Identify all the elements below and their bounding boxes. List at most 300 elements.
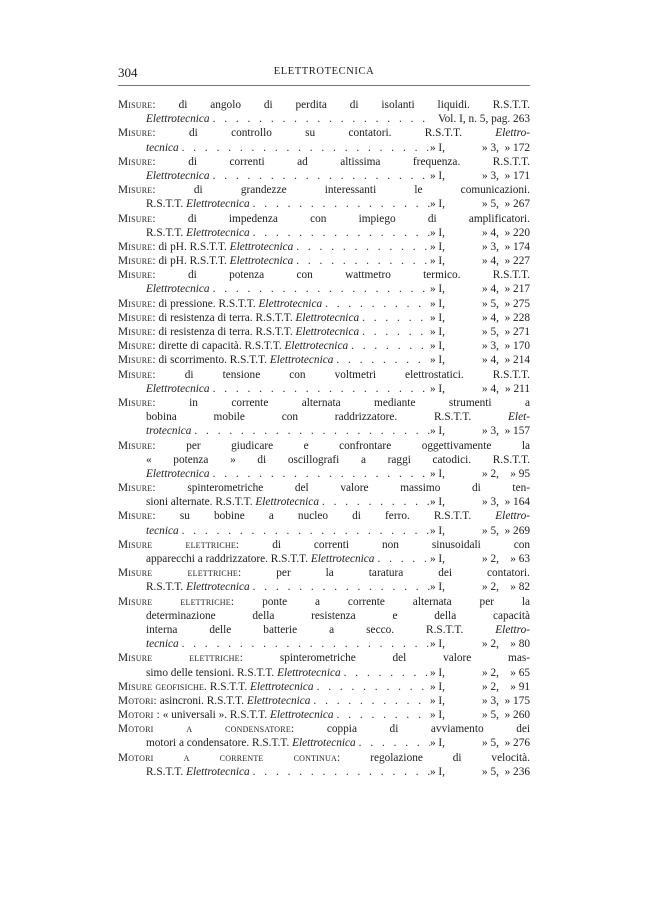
- entry-text: R.S.T.T.: [209, 680, 250, 693]
- volume: » I,: [429, 467, 445, 480]
- entry-last-line: [118, 666, 530, 680]
- page-ref: » 170: [504, 340, 530, 353]
- index-entry: [118, 595, 530, 652]
- index-entry: [118, 694, 530, 708]
- volume: » I,: [429, 638, 445, 651]
- entry-heading: Misure:: [118, 396, 156, 409]
- issue-number: » 2,: [482, 680, 499, 693]
- index-entry: [118, 439, 530, 482]
- entry-reference: [430, 580, 530, 594]
- entry-text: apparecchi a raddrizzatore. R.S.T.T.: [146, 553, 311, 565]
- journal-title: Elettrotecnica: [229, 240, 294, 253]
- index-entry: [118, 311, 530, 325]
- entry-line: [118, 651, 530, 665]
- entry-line: [118, 722, 530, 736]
- dot-leader: [325, 297, 430, 311]
- journal-title: Elettrotecnica: [277, 666, 341, 679]
- entry-heading: Motori:: [118, 694, 157, 707]
- volume: » I,: [429, 283, 445, 296]
- entry-last-line: [118, 197, 530, 211]
- entry-line: [118, 509, 530, 523]
- entry-heading: Misure:: [118, 311, 156, 324]
- entry-reference: [430, 169, 530, 183]
- volume: » I,: [429, 382, 445, 395]
- entry-last-line: [118, 637, 530, 651]
- header-rule: [118, 85, 530, 86]
- journal-title: Elettrotecnica: [186, 226, 250, 239]
- entry-heading: Misure elettriche:: [118, 652, 244, 665]
- page-ref: » 95: [510, 467, 530, 480]
- issue-number: » 3,: [482, 240, 499, 253]
- index-entry: [118, 268, 530, 296]
- volume: » I,: [429, 297, 445, 310]
- dot-leader: [317, 680, 430, 694]
- entry-heading: Misure elettriche:: [118, 538, 240, 551]
- entry-line: [118, 623, 530, 637]
- journal-title: tecnica: [146, 638, 179, 651]
- index-entry: [118, 481, 530, 509]
- volume: » I,: [429, 553, 445, 565]
- entry-heading: Misure:: [118, 155, 156, 168]
- page-ref: » 214: [504, 354, 530, 367]
- entry-line: [118, 183, 530, 197]
- dot-leader: [253, 197, 430, 211]
- issue-number: » 3,: [482, 340, 499, 353]
- entry-reference: [430, 141, 530, 155]
- entry-line: [118, 368, 530, 382]
- entry-text: spinterometriche del valore mas-: [279, 652, 531, 665]
- entry-last-line: [118, 765, 530, 779]
- entry-line: [118, 212, 530, 226]
- entry-heading: Misure geofisiche.: [118, 680, 208, 693]
- page-ref: » 236: [504, 765, 530, 778]
- dot-leader: [322, 495, 430, 509]
- dot-leader: [213, 169, 430, 183]
- issue-number: » 2,: [482, 467, 499, 480]
- index-entry: [118, 368, 530, 396]
- entry-reference: [430, 297, 530, 311]
- dot-leader: [213, 467, 430, 481]
- journal-title: Elettrotecnica: [246, 694, 311, 707]
- volume: » I,: [429, 737, 445, 750]
- issue-number: » 3,: [482, 141, 499, 154]
- volume: » I,: [429, 680, 445, 693]
- journal-title: Elettrotecnica: [146, 169, 210, 182]
- entry-text: asincroni. R.S.T.T.: [159, 694, 247, 707]
- entry-line: [118, 595, 530, 609]
- entry-text: di correnti non sinusoidali con: [272, 538, 531, 551]
- issue-number: » 2,: [482, 666, 499, 679]
- entry-line: [118, 155, 530, 169]
- issue-number: » 5,: [482, 765, 499, 778]
- index-entry: [118, 396, 530, 439]
- journal-title: Elettrotecnica: [292, 737, 356, 750]
- entry-text: motori a condensatore. R.S.T.T.: [146, 737, 293, 750]
- running-title: ELETTROTECNICA: [273, 66, 375, 77]
- page-ref: » 80: [510, 638, 530, 651]
- dot-leader: [296, 254, 430, 268]
- entry-reference: [430, 552, 530, 566]
- entry-reference: [430, 240, 530, 254]
- entry-reference: [430, 339, 530, 353]
- index-entry: [118, 126, 530, 154]
- entry-text: in corrente alternata mediante strumenti a: [189, 396, 530, 409]
- entry-text: « potenza » di oscillografi a raggi catodici. R.S.T.T.: [146, 453, 530, 466]
- dot-leader: [337, 708, 430, 722]
- journal-title: Elettrotecnica: [146, 283, 210, 296]
- dot-leader: [253, 580, 430, 594]
- volume: » I,: [429, 226, 445, 239]
- entry-text: R.S.T.T.: [146, 581, 187, 594]
- issue-number: » 5,: [482, 297, 499, 310]
- dot-leader: [313, 694, 430, 708]
- journal-title: Elettrotecnica: [310, 553, 375, 565]
- volume: » I,: [429, 240, 445, 253]
- entry-last-line: [118, 254, 530, 268]
- volume: » I,: [429, 581, 445, 594]
- entry-last-line: [118, 708, 530, 722]
- dot-leader: [296, 240, 430, 254]
- entry-text: di correnti ad altissima frequenza. R.S.T.T.: [188, 155, 530, 168]
- entry-text: di scorrimento. R.S.T.T.: [158, 354, 270, 367]
- entry-heading: Misure:: [118, 297, 156, 310]
- page-ref: » 227: [504, 255, 530, 268]
- index-entry: [118, 155, 530, 183]
- issue-number: » 2,: [482, 581, 499, 594]
- dot-leader: [213, 382, 430, 396]
- index-entry: [118, 98, 530, 126]
- entry-heading: Misure:: [118, 269, 156, 282]
- page-ref: » 217: [504, 283, 530, 296]
- volume: » I,: [429, 169, 445, 182]
- journal-title: Elettrotecnica: [295, 311, 360, 324]
- entry-reference: [430, 197, 530, 211]
- entry-heading: Misure:: [118, 184, 156, 197]
- entry-reference: [430, 254, 530, 268]
- entry-last-line: [118, 141, 530, 155]
- page-ref: » 271: [504, 326, 530, 338]
- entry-last-line: [118, 580, 530, 594]
- entry-line: [118, 126, 530, 140]
- dot-leader: [182, 524, 430, 538]
- entry-line: [118, 609, 530, 623]
- entry-text: dirette di capacità. R.S.T.T.: [158, 340, 285, 353]
- entry-reference: [430, 325, 530, 339]
- journal-title: Elettrotecnica: [269, 709, 334, 722]
- entry-text: determinazione della resistenza e della capacità: [146, 609, 530, 622]
- entry-last-line: [118, 524, 530, 538]
- entry-text: di angolo di perdita di isolanti liquidi. R.S.T.T.: [178, 99, 530, 111]
- volume: » I,: [429, 666, 445, 679]
- entry-reference: Vol. I, n. 5, pag. 263: [437, 113, 530, 126]
- index-entry: [118, 254, 530, 268]
- page-ref: » 174: [504, 240, 530, 253]
- page-ref: » 175: [504, 694, 530, 707]
- page-ref: » 269: [504, 524, 530, 537]
- volume: » I,: [429, 694, 445, 707]
- journal-title: trotecnica: [146, 425, 192, 438]
- entry-line: [118, 481, 530, 495]
- entry-heading: Misure:: [118, 354, 156, 367]
- issue-number: » 4,: [482, 283, 499, 296]
- entry-text: su bobine a nucleo di ferro. R.S.T.T.: [179, 510, 496, 523]
- page-number: 304: [118, 65, 138, 80]
- entry-text: R.S.T.T.: [146, 198, 187, 211]
- entry-text: interna delle batterie a secco. R.S.T.T.: [146, 623, 496, 636]
- entry-text-italic: Elettro-: [495, 623, 530, 636]
- volume: » I,: [429, 340, 445, 353]
- dot-leader: [336, 353, 430, 367]
- issue-number: » 3,: [482, 169, 499, 182]
- journal-title: Elettrotecnica: [229, 255, 294, 268]
- entry-heading: Misure:: [118, 255, 156, 268]
- index-entry: [118, 708, 530, 722]
- journal-title: Elettrotecnica: [186, 198, 250, 211]
- entry-text: bobina mobile con raddrizzatore. R.S.T.T.: [146, 411, 509, 424]
- entry-text: di tensione con voltmetri elettrostatici. R.S.T.T.: [184, 368, 530, 381]
- entry-heading: Misure:: [118, 340, 156, 353]
- page-ref: » 63: [510, 553, 530, 565]
- entry-text: R.S.T.T.: [146, 226, 187, 239]
- entry-reference: [430, 282, 530, 296]
- entry-last-line: [118, 112, 530, 126]
- volume: » I,: [429, 496, 445, 509]
- entry-last-line: [118, 311, 530, 325]
- entry-text: per giudicare e confrontare oggettivamente la: [186, 439, 530, 452]
- entry-line: [118, 268, 530, 282]
- dot-leader: [182, 141, 430, 155]
- page-ref: » 164: [504, 496, 530, 509]
- entry-reference: [430, 666, 530, 680]
- dot-leader: [253, 765, 430, 779]
- entry-line: [118, 751, 530, 765]
- entry-heading: Misure:: [118, 127, 156, 140]
- issue-number: » 2,: [482, 638, 499, 651]
- issue-number: » 3,: [482, 496, 499, 509]
- journal-title: Elettrotecnica: [186, 765, 250, 778]
- volume: » I,: [429, 326, 445, 338]
- entry-last-line: [118, 424, 530, 438]
- entry-reference: [430, 353, 530, 367]
- entry-text: di pH. R.S.T.T.: [158, 240, 230, 253]
- journal-title: tecnica: [146, 524, 179, 537]
- entry-heading: Misure:: [118, 326, 156, 338]
- entry-reference: [430, 495, 530, 509]
- entry-reference: [430, 694, 530, 708]
- entry-text: di pressione. R.S.T.T.: [158, 297, 259, 310]
- entry-last-line: [118, 467, 530, 481]
- dot-leader: [362, 311, 430, 325]
- journal-title: Elettrotecnica: [146, 467, 210, 480]
- entry-text: di resistenza di terra. R.S.T.T.: [158, 326, 296, 338]
- entry-last-line: [118, 226, 530, 240]
- entry-reference: [430, 311, 530, 325]
- volume: » I,: [429, 141, 445, 154]
- volume: » I,: [429, 709, 445, 722]
- index-entry: [118, 538, 530, 566]
- issue-number: » 5,: [482, 524, 499, 537]
- entry-text: di controllo su contatori. R.S.T.T.: [189, 127, 496, 140]
- entry-text: ponte a corrente alternata per la: [262, 595, 530, 608]
- journal-title: Elettrotecnica: [269, 354, 334, 367]
- index-entry: [118, 212, 530, 240]
- dot-leader: [213, 112, 430, 126]
- page-ref: » 260: [504, 709, 530, 722]
- page-header: [118, 65, 530, 81]
- entry-last-line: [118, 680, 530, 694]
- index-entry: [118, 183, 530, 211]
- entry-line: [118, 566, 530, 580]
- index-entry: [118, 680, 530, 694]
- entry-text-italic: Elettro-: [495, 510, 530, 523]
- entry-last-line: [118, 353, 530, 367]
- issue-number: » 4,: [482, 382, 499, 395]
- entry-text: spinterometriche del valore massimo di ten-: [187, 482, 530, 495]
- entry-reference: [430, 424, 530, 438]
- page-ref: » 82: [510, 581, 530, 594]
- entry-text: coppia di avviamento dei: [326, 723, 530, 736]
- issue-number: » 3,: [482, 694, 499, 707]
- entry-line: [118, 453, 530, 467]
- issue-number: » 3,: [482, 425, 499, 438]
- index-entry: [118, 339, 530, 353]
- volume: » I,: [429, 354, 445, 367]
- entry-reference: [430, 637, 530, 651]
- page-ref: » 171: [504, 169, 530, 182]
- volume: » I,: [429, 425, 445, 438]
- entry-last-line: [118, 694, 530, 708]
- journal-title: Elettrotecnica: [295, 326, 360, 338]
- entry-heading: Motori a corrente continua:: [118, 751, 341, 764]
- journal-title: tecnica: [146, 141, 179, 154]
- volume: » I,: [429, 765, 445, 778]
- entry-last-line: [118, 297, 530, 311]
- entry-last-line: [118, 325, 530, 339]
- entry-line: [118, 439, 530, 453]
- entry-last-line: [118, 382, 530, 396]
- journal-title: Elettrotecnica: [146, 382, 210, 395]
- issue-number: » 4,: [482, 354, 499, 367]
- entry-reference: [430, 467, 530, 481]
- dot-leader: [362, 325, 430, 339]
- issue-number: » 5,: [482, 709, 499, 722]
- entry-text: sioni alternate. R.S.T.T.: [146, 496, 256, 509]
- entry-text: di potenza con wattmetro termico. R.S.T.T.: [188, 269, 531, 282]
- entry-text: per la taratura dei contatori.: [276, 567, 530, 580]
- index-entry: [118, 722, 530, 750]
- index-entry: [118, 297, 530, 311]
- dot-leader: [213, 282, 430, 296]
- entry-last-line: [118, 282, 530, 296]
- entry-reference: [430, 736, 530, 750]
- entry-text-italic: Elettro-: [495, 127, 531, 140]
- entry-heading: Misure elettriche:: [118, 595, 235, 608]
- entry-heading: Misure:: [118, 510, 156, 523]
- entry-heading: Misure:: [118, 212, 156, 225]
- entry-heading: Motori :: [118, 709, 160, 722]
- index-entry: [118, 566, 530, 594]
- entry-text: di pH. R.S.T.T.: [158, 255, 230, 268]
- journal-title: Elettrotecnica: [284, 340, 349, 353]
- entry-text: regolazione di velocità.: [370, 751, 530, 764]
- index-entries: [118, 98, 530, 779]
- volume: » I,: [429, 311, 445, 324]
- entry-heading: Misure elettriche:: [118, 567, 242, 580]
- dot-leader: [377, 552, 430, 566]
- volume: » I,: [429, 524, 445, 537]
- page-ref: » 228: [504, 311, 530, 324]
- entry-last-line: [118, 169, 530, 183]
- entry-line: [118, 98, 530, 112]
- entry-heading: Misure:: [118, 368, 156, 381]
- index-entry: [118, 240, 530, 254]
- entry-last-line: [118, 552, 530, 566]
- entry-text: di grandezze interessanti le comunicazioni.: [193, 184, 531, 197]
- entry-reference: [430, 382, 530, 396]
- entry-text: di resistenza di terra. R.S.T.T.: [158, 311, 296, 324]
- entry-text: « universali ». R.S.T.T.: [162, 709, 270, 722]
- journal-title: Elettrotecnica: [249, 680, 314, 693]
- volume: » I,: [429, 198, 445, 211]
- issue-number: » 4,: [482, 226, 499, 239]
- issue-number: » 2,: [482, 553, 499, 565]
- entry-last-line: [118, 339, 530, 353]
- journal-title: Elettrotecnica: [258, 297, 323, 310]
- dot-leader: [351, 339, 430, 353]
- volume: » I,: [429, 255, 445, 268]
- page-ref: » 220: [504, 226, 530, 239]
- entry-heading: Motori a condensatore:: [118, 723, 295, 736]
- entry-reference: [430, 680, 530, 694]
- page-ref: » 211: [505, 382, 530, 395]
- index-entry: [118, 509, 530, 537]
- entry-last-line: [118, 736, 530, 750]
- journal-title: Elettrotecnica: [146, 113, 210, 126]
- page-ref: » 91: [510, 680, 530, 693]
- entry-text: di impedenza con impiego di amplificatori.: [187, 212, 530, 225]
- dot-leader: [194, 424, 430, 438]
- entry-line: [118, 538, 530, 552]
- dot-leader: [359, 736, 430, 750]
- issue-number: » 4,: [482, 311, 499, 324]
- journal-title: Elettrotecnica: [186, 581, 250, 594]
- entry-reference: [430, 524, 530, 538]
- dot-leader: [344, 666, 430, 680]
- page-ref: » 275: [504, 297, 530, 310]
- page-ref: » 172: [504, 141, 530, 154]
- entry-line: [118, 410, 530, 424]
- entry-text-italic: Elet-: [508, 411, 530, 424]
- entry-heading: Misure:: [118, 240, 156, 253]
- page-ref: » 267: [504, 198, 530, 211]
- issue-number: » 5,: [482, 198, 499, 211]
- entry-reference: [430, 765, 530, 779]
- entry-last-line: [118, 495, 530, 509]
- index-entry: [118, 353, 530, 367]
- dot-leader: [253, 226, 430, 240]
- entry-heading: Misure:: [118, 482, 156, 495]
- entry-reference: [430, 226, 530, 240]
- entry-text: simo delle tensioni. R.S.T.T.: [146, 666, 278, 679]
- dot-leader: [182, 637, 430, 651]
- index-entry: [118, 651, 530, 679]
- page-ref: » 276: [504, 737, 530, 750]
- page-ref: » 65: [510, 666, 530, 679]
- index-entry: [118, 325, 530, 339]
- entry-text: R.S.T.T.: [146, 765, 187, 778]
- entry-heading: Misure:: [118, 439, 156, 452]
- index-entry: [118, 751, 530, 779]
